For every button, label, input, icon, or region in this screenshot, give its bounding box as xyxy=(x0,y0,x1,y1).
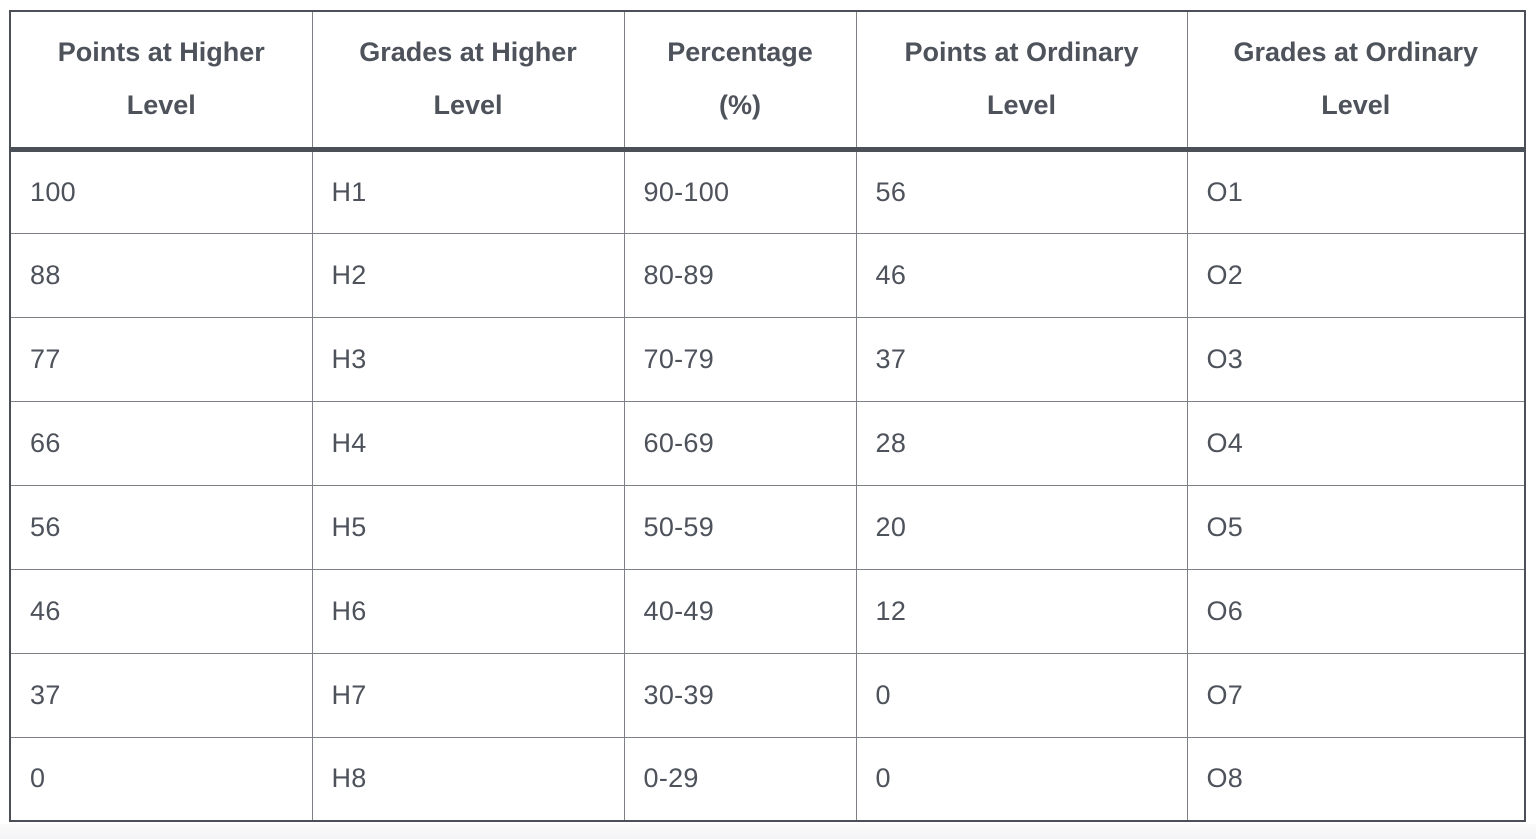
cell-grade-ordinary: O8 xyxy=(1187,737,1525,821)
cell-percentage: 70-79 xyxy=(624,317,856,401)
cell-grade-higher: H1 xyxy=(312,149,624,233)
cell-grade-ordinary: O5 xyxy=(1187,485,1525,569)
column-header-grades-higher xyxy=(312,11,624,149)
cell-points-higher: 0 xyxy=(10,737,312,821)
page-background-strip xyxy=(0,824,1536,839)
cell-grade-ordinary: O4 xyxy=(1187,401,1525,485)
table-row xyxy=(10,485,1525,569)
cell-grade-higher: H6 xyxy=(312,569,624,653)
table-row xyxy=(10,401,1525,485)
cell-points-ordinary: 56 xyxy=(856,149,1187,233)
table-row xyxy=(10,737,1525,821)
table-row xyxy=(10,149,1525,233)
cell-grade-higher: H5 xyxy=(312,485,624,569)
column-header-points-higher xyxy=(10,11,312,149)
table-row xyxy=(10,317,1525,401)
cell-points-higher: 66 xyxy=(10,401,312,485)
cell-grade-ordinary: O6 xyxy=(1187,569,1525,653)
header-line: Grades at Higher xyxy=(359,37,577,68)
cell-points-ordinary: 20 xyxy=(856,485,1187,569)
cell-grade-higher: H4 xyxy=(312,401,624,485)
table-body xyxy=(10,149,1525,821)
cell-grade-ordinary: O7 xyxy=(1187,653,1525,737)
cell-grade-ordinary: O3 xyxy=(1187,317,1525,401)
cell-grade-higher: H2 xyxy=(312,233,624,317)
cell-percentage: 90-100 xyxy=(624,149,856,233)
cell-points-higher: 77 xyxy=(10,317,312,401)
cell-points-higher: 88 xyxy=(10,233,312,317)
cell-percentage: 80-89 xyxy=(624,233,856,317)
grades-conversion-table xyxy=(9,10,1526,822)
cell-grade-higher: H7 xyxy=(312,653,624,737)
cell-points-higher: 37 xyxy=(10,653,312,737)
cell-points-ordinary: 28 xyxy=(856,401,1187,485)
cell-grade-higher: H8 xyxy=(312,737,624,821)
cell-points-ordinary: 0 xyxy=(856,653,1187,737)
header-line: Level xyxy=(986,90,1057,121)
cell-grade-higher: H3 xyxy=(312,317,624,401)
header-line: Level xyxy=(126,90,196,121)
table-header xyxy=(10,11,1525,149)
cell-points-ordinary: 12 xyxy=(856,569,1187,653)
cell-points-higher: 56 xyxy=(10,485,312,569)
header-row xyxy=(10,11,1525,149)
column-header-grades-ordinary xyxy=(1187,11,1525,149)
cell-percentage: 0-29 xyxy=(624,737,856,821)
header-line: Grades at Ordinary xyxy=(1233,37,1479,68)
cell-percentage: 30-39 xyxy=(624,653,856,737)
column-header-percentage xyxy=(624,11,856,149)
cell-percentage: 50-59 xyxy=(624,485,856,569)
cell-points-ordinary: 0 xyxy=(856,737,1187,821)
header-line: Points at Ordinary xyxy=(904,37,1139,68)
header-line: (%) xyxy=(719,90,761,121)
table-row xyxy=(10,233,1525,317)
cell-points-ordinary: 46 xyxy=(856,233,1187,317)
table-row xyxy=(10,569,1525,653)
cell-grade-ordinary: O2 xyxy=(1187,233,1525,317)
header-line: Percentage xyxy=(667,37,813,68)
cell-grade-ordinary: O1 xyxy=(1187,149,1525,233)
column-header-points-ordinary xyxy=(856,11,1187,149)
header-line: Points at Higher xyxy=(57,37,265,68)
cell-points-higher: 46 xyxy=(10,569,312,653)
header-line: Level xyxy=(1321,90,1391,121)
header-line: Level xyxy=(433,90,503,121)
cell-points-higher: 100 xyxy=(10,149,312,233)
cell-points-ordinary: 37 xyxy=(856,317,1187,401)
table-row xyxy=(10,653,1525,737)
cell-percentage: 40-49 xyxy=(624,569,856,653)
cell-percentage: 60-69 xyxy=(624,401,856,485)
